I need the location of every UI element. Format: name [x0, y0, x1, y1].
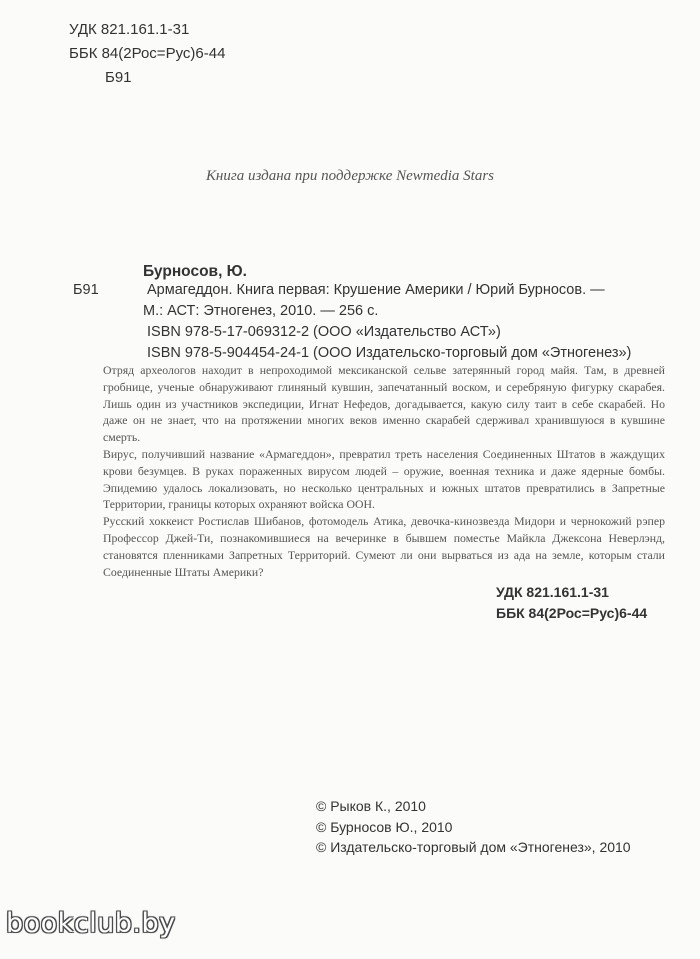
title-line: Армагеддон. Книга первая: Крушение Америки / Юрий Бурносов. — — [147, 282, 605, 298]
site-watermark: bookclub.by — [6, 908, 176, 939]
copyright-line: © Бурносов Ю., 2010 — [316, 818, 453, 835]
support-line: Книга издана при поддержке Newmedia Stars — [205, 168, 495, 184]
annotation-paragraph: Вирус, получивший название «Армагеддон», превратил треть населения Соединенных Штатов в жаждущих крови безумцев. В руках пораженных вирусом людей – оружие, военная техника и даже ядерные бомбы. Эпидемию удалось локализовать, но несколько центральных и южных штатов превратились в Запретные Территории, границы которых охраняют войска ООН. — [103, 446, 665, 512]
isbn-line: ISBN 978-5-904454-24-1 (ООО Издательско-торговый дом «Этногенез») — [147, 345, 632, 361]
udk-code: УДК 821.161.1-31 — [69, 21, 190, 38]
annotation-paragraph: Отряд археологов находит в непроходимой мексиканской сельве затерянный город майя. Там, в древней гробнице, ученые обнаруживают глиняный кувшин, запечатанный воском, и серебряную фигурку скарабея. Лишь один из участников экспедиции, Игнат Нефедов, догадывается, какую силу таит в себе скарабей. Но даже он не знает, что на протяжении многих веков именно скарабей сдерживал хранившуюся в кувшине смерть. — [103, 363, 665, 445]
bottom-classification-block — [496, 582, 647, 624]
copyright-line: © Рыков К., 2010 — [316, 798, 426, 814]
copyright-line: © Издательско-торговый дом «Этногенез», 2010 — [316, 839, 631, 855]
author-mark-left: Б91 — [73, 282, 99, 298]
author-heading: Бурносов, Ю. — [143, 263, 247, 280]
copyright-block — [316, 796, 631, 858]
bibliographic-record — [143, 280, 663, 364]
isbn-line: ISBN 978-5-17-069312-2 (ООО «Издательство АСТ») — [147, 324, 501, 340]
udk-code: УДК 821.161.1-31 — [496, 584, 609, 600]
publisher-line: М.: АСТ: Этногенез, 2010. — 256 с. — [143, 303, 379, 319]
annotation-paragraph: Русский хоккеист Ростислав Шибанов, фотомодель Атика, девочка-кинозвезда Мидори и чернокожий рэпер Профессор Джей-Ти, познакомившиеся на вечеринке в бывшем поместье Майкла Джексона Неверлэнд, становятся пленниками Запретных Территорий. Сумеют ли они вырваться из ада на земле, которым стали Соединенные Штаты Америки? — [103, 514, 665, 579]
top-classification-block — [69, 18, 225, 90]
annotation — [103, 362, 665, 580]
author-mark: Б91 — [105, 69, 132, 86]
bbk-code: ББК 84(2Рос=Рус)6-44 — [69, 45, 226, 62]
bbk-code: ББК 84(2Рос=Рус)6-44 — [496, 605, 648, 621]
